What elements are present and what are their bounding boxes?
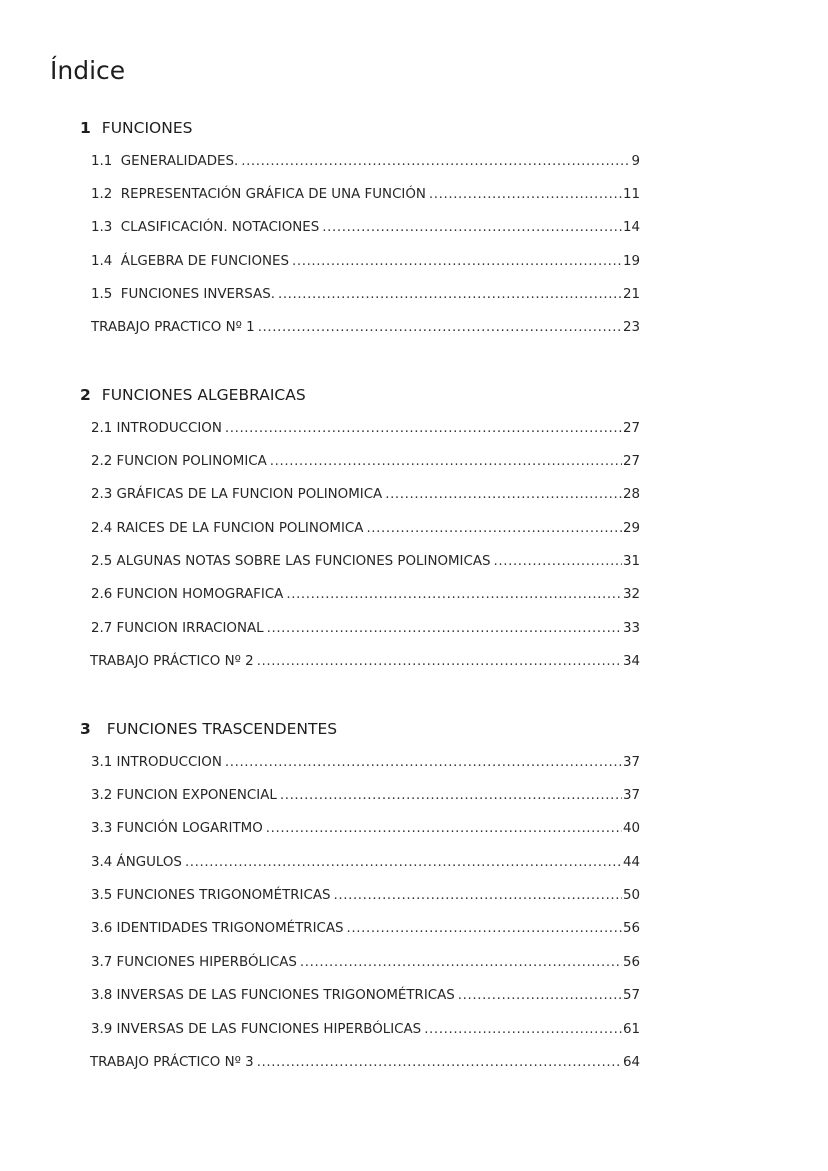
toc-entry[interactable] xyxy=(80,617,640,650)
toc-entry-page: 9 xyxy=(631,153,640,169)
dot-leader xyxy=(267,617,622,641)
toc-entry-label: 3.2 FUNCION EXPONENCIAL xyxy=(91,787,277,803)
dot-leader xyxy=(225,417,622,441)
toc-entry-label: 1.5 FUNCIONES INVERSAS. xyxy=(91,287,275,303)
toc-entry-page: 57 xyxy=(622,988,640,1004)
chapter-number: 3 xyxy=(80,720,91,738)
chapter-3 xyxy=(80,717,640,1084)
chapter-heading xyxy=(80,717,640,741)
toc-entry-label: 2.5 ALGUNAS NOTAS SOBRE LAS FUNCIONES POLINOMICAS xyxy=(91,554,491,570)
toc-entry-page: 27 xyxy=(622,420,640,436)
chapter-heading xyxy=(80,383,640,407)
toc-entry-page: 32 xyxy=(622,587,640,603)
toc-entry-label: 2.1 INTRODUCCION xyxy=(91,420,222,436)
toc-entry-label: TRABAJO PRÁCTICO Nº 3 xyxy=(90,1055,254,1071)
toc-entry-practice[interactable] xyxy=(80,650,640,683)
toc-entry-page: 64 xyxy=(622,1055,640,1071)
toc-entry-label: 2.4 RAICES DE LA FUNCION POLINOMICA xyxy=(91,520,364,536)
toc-entry[interactable] xyxy=(80,784,640,817)
toc-entry[interactable] xyxy=(80,751,640,784)
toc-entry[interactable] xyxy=(80,550,640,583)
toc-entry[interactable] xyxy=(80,984,640,1017)
toc-entry-label: 2.6 FUNCION HOMOGRAFICA xyxy=(91,587,284,603)
toc-entry-page: 21 xyxy=(622,287,640,303)
chapter-title: FUNCIONES xyxy=(101,119,193,137)
dot-leader xyxy=(322,216,622,240)
toc-entry-page: 31 xyxy=(622,554,640,570)
dot-leader xyxy=(280,784,622,808)
dot-leader xyxy=(258,316,622,340)
toc-entry-page: 33 xyxy=(622,620,640,636)
toc-entry[interactable] xyxy=(80,450,640,483)
toc-entry[interactable] xyxy=(80,517,640,550)
toc-entry-page: 56 xyxy=(622,954,640,970)
dot-leader xyxy=(292,250,622,274)
toc-entry[interactable] xyxy=(80,851,640,884)
dot-leader xyxy=(334,884,622,908)
toc-entry[interactable] xyxy=(80,1018,640,1051)
toc-entry-label: 1.1 GENERALIDADES. xyxy=(91,153,239,169)
toc-entry-page: 27 xyxy=(622,453,640,469)
toc-entry-label: 1.2 REPRESENTACIÓN GRÁFICA DE UNA FUNCIÓN xyxy=(91,186,426,202)
toc-entry[interactable] xyxy=(80,483,640,516)
toc-entry-page: 28 xyxy=(622,487,640,503)
toc-entry-page: 50 xyxy=(622,888,640,904)
dot-leader xyxy=(257,1051,622,1075)
page-title: Índice xyxy=(50,56,126,85)
toc-entry-label: 3.8 INVERSAS DE LAS FUNCIONES TRIGONOMÉTRICAS xyxy=(91,988,455,1004)
toc-entry-page: 40 xyxy=(622,821,640,837)
toc-entry[interactable] xyxy=(80,183,640,216)
dot-leader xyxy=(424,1018,622,1042)
toc-entry-page: 23 xyxy=(622,320,640,336)
dot-leader xyxy=(225,751,622,775)
toc-entry[interactable] xyxy=(80,817,640,850)
toc-entry[interactable] xyxy=(80,216,640,249)
chapter-2 xyxy=(80,383,640,684)
dot-leader xyxy=(458,984,622,1008)
dot-leader xyxy=(185,851,622,875)
toc-entry[interactable] xyxy=(80,917,640,950)
dot-leader xyxy=(257,650,622,674)
toc-entry[interactable] xyxy=(80,283,640,316)
toc-entry-label: 2.3 GRÁFICAS DE LA FUNCION POLINOMICA xyxy=(91,487,383,503)
dot-leader xyxy=(278,283,622,307)
toc-entry-page: 11 xyxy=(622,186,640,202)
chapter-number: 2 xyxy=(80,386,91,404)
toc-entry-page: 37 xyxy=(622,754,640,770)
dot-leader xyxy=(366,517,622,541)
chapter-title: FUNCIONES ALGEBRAICAS xyxy=(101,386,306,404)
dot-leader xyxy=(385,483,622,507)
toc-entry-page: 56 xyxy=(622,921,640,937)
toc-entry-page: 14 xyxy=(622,220,640,236)
toc-entry[interactable] xyxy=(80,884,640,917)
toc-entry[interactable] xyxy=(80,951,640,984)
chapter-heading xyxy=(80,116,640,140)
dot-leader xyxy=(241,150,630,174)
dot-leader xyxy=(429,183,622,207)
toc-entry-label: 1.3 CLASIFICACIÓN. NOTACIONES xyxy=(91,220,320,236)
dot-leader xyxy=(266,817,622,841)
toc-entry-label: 3.7 FUNCIONES HIPERBÓLICAS xyxy=(91,954,297,970)
toc-entry-page: 34 xyxy=(622,654,640,670)
dot-leader xyxy=(270,450,622,474)
toc-entry[interactable] xyxy=(80,250,640,283)
toc-entry-label: 3.3 FUNCIÓN LOGARITMO xyxy=(91,821,263,837)
toc-entry-label: 3.1 INTRODUCCION xyxy=(91,754,222,770)
toc-entry-label: 2.2 FUNCION POLINOMICA xyxy=(91,453,267,469)
chapter-1 xyxy=(80,116,640,350)
toc-entry[interactable] xyxy=(80,150,640,183)
chapter-title: FUNCIONES TRASCENDENTES xyxy=(106,720,338,738)
toc-entry[interactable] xyxy=(80,583,640,616)
dot-leader xyxy=(286,583,622,607)
dot-leader xyxy=(347,917,622,941)
toc-entry-page: 37 xyxy=(622,787,640,803)
toc-entry-label: TRABAJO PRÁCTICO Nº 2 xyxy=(90,654,254,670)
toc-entry-label: 3.4 ÁNGULOS xyxy=(91,854,182,870)
toc-entry-label: 3.5 FUNCIONES TRIGONOMÉTRICAS xyxy=(91,888,331,904)
toc-entry-page: 29 xyxy=(622,520,640,536)
dot-leader xyxy=(494,550,622,574)
toc-entry-practice[interactable] xyxy=(80,1051,640,1084)
toc-entry-label: 3.9 INVERSAS DE LAS FUNCIONES HIPERBÓLICAS xyxy=(91,1021,422,1037)
toc-entry-page: 19 xyxy=(622,253,640,269)
toc-entry-practice[interactable] xyxy=(80,316,640,349)
toc-entry[interactable] xyxy=(80,417,640,450)
toc-entry-label: 3.6 IDENTIDADES TRIGONOMÉTRICAS xyxy=(91,921,344,937)
chapter-number: 1 xyxy=(80,119,91,137)
toc-entry-page: 61 xyxy=(622,1021,640,1037)
toc-entry-label: 2.7 FUNCION IRRACIONAL xyxy=(91,620,264,636)
dot-leader xyxy=(300,951,622,975)
toc-entry-page: 44 xyxy=(622,854,640,870)
toc-entry-label: 1.4 ÁLGEBRA DE FUNCIONES xyxy=(91,253,289,269)
toc-entry-label: TRABAJO PRACTICO Nº 1 xyxy=(91,320,255,336)
